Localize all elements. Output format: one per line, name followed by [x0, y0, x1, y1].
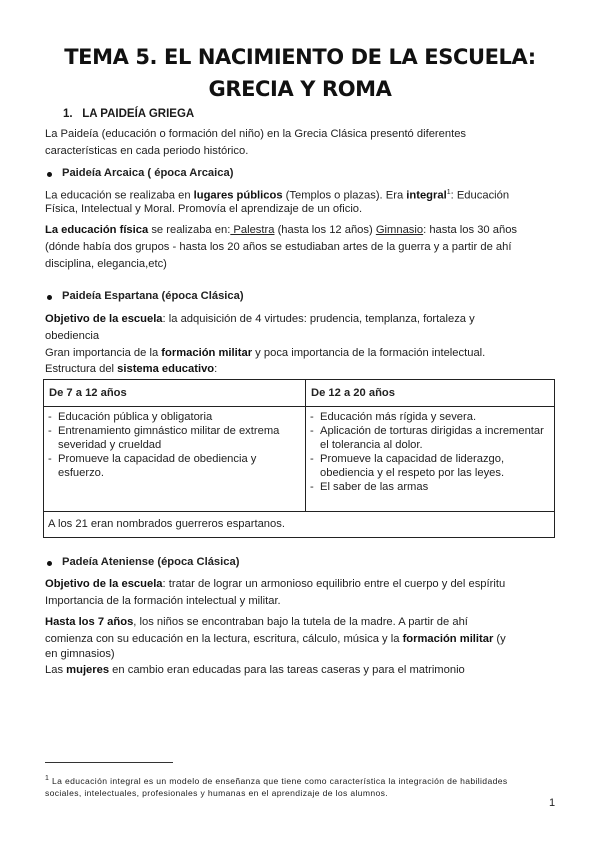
section-title: LA PAIDEÍA GRIEGA [82, 108, 195, 120]
section-heading [63, 108, 194, 120]
arcaica-line-2: Física, Intelectual y Moral. Promovía el aprendizaje de un oficio. [45, 203, 363, 215]
title-line-2: GRECIA Y ROMA [208, 77, 392, 101]
list-item: - Aplicación de torturas dirigidas a incrementar el tolerancia al dolor. [310, 424, 550, 452]
espartana-heading: Paideía Espartana (época Clásica) [62, 290, 244, 302]
list-item: - Promueve la capacidad de liderazgo, obediencia y el respeto por las leyes. [310, 452, 550, 480]
title-line-1: TEMA 5. EL NACIMIENTO DE LA ESCUELA: [64, 45, 536, 69]
ateniense-line-2: Importancia de la formación intelectual y militar. [45, 595, 281, 607]
list-12-20 [306, 407, 554, 498]
list-item: - Entrenamiento gimnástico militar de extrema severidad y crueldad [48, 424, 301, 452]
arcaica-line-3: La educación física se realizaba en: Palestra (hasta los 12 años) Gimnasio: hasta los 30 años [45, 224, 518, 236]
ateniense-line-1: Objetivo de la escuela: tratar de lograr un armonioso equilibrio entre el cuerpo y del espíritu [45, 578, 506, 590]
espartana-line-1: Objetivo de la escuela: la adquisición de 4 virtudes: prudencia, templanza, fortaleza y [45, 313, 475, 325]
footnote [45, 773, 565, 799]
espartana-line-3: Gran importancia de la formación militar y poca importancia de la formación intelectual. [45, 347, 486, 359]
ateniense-line-3: Hasta los 7 años, los niños se encontraban bajo la tutela de la madre. A partir de ahí [45, 616, 468, 628]
arcaica-heading: Paideía Arcaica ( época Arcaica) [62, 167, 233, 179]
table-row [44, 407, 555, 512]
arcaica-line-1: La educación se realizaba en lugares públicos (Templos o plazas). Era integral$^1$: Educación [45, 189, 510, 202]
list-item: - Educación más rígida y severa. [310, 410, 550, 424]
table-cell-7-12 [44, 407, 306, 512]
footnote-line-2: sociales, intelectuales, profesionales y humanas en el aprendizaje de los alumnos. [45, 787, 389, 798]
list-item: - Promueve la capacidad de obediencia y esfuerzo. [48, 452, 301, 480]
table-cell-12-20 [306, 407, 555, 512]
bullet-icon [47, 561, 52, 566]
intro-line-1: La Paideía (educación o formación del niño) en la Grecia Clásica presentó diferentes [45, 128, 467, 140]
footnote-ref[interactable]: 1 [446, 189, 451, 196]
intro-line-2: características en cada periodo histórico. [45, 145, 249, 157]
table-header-12-20: De 12 a 20 años [306, 380, 555, 407]
list-item: - El saber de las armas [310, 480, 550, 494]
table-footer-row [44, 512, 555, 538]
section-number: 1. [63, 108, 73, 120]
footnote-divider [45, 762, 173, 763]
bullet-icon [47, 295, 52, 300]
espartana-line-4: Estructura del sistema educativo: [45, 363, 218, 375]
table-header-row [44, 380, 555, 407]
table-header-7-12: De 7 a 12 años [44, 380, 306, 407]
arcaica-line-4: (dónde había dos grupos - hasta los 20 años se estudiaban artes de la guerra y a partir de ahí [45, 241, 512, 253]
page-title [40, 41, 560, 105]
ateniense-line-4: comienza con su educación en la lectura, escritura, cálculo, música y la formación militar (y [45, 633, 506, 645]
espartana-line-2: obediencia [45, 330, 100, 342]
list-item: - Educación pública y obligatoria [48, 410, 301, 424]
ateniense-line-5: en gimnasios) [45, 648, 115, 660]
arcaica-line-5: disciplina, elegancia,etc) [45, 258, 167, 270]
page-number: 1 [549, 797, 556, 809]
table-footer: A los 21 eran nombrados guerreros espartanos. [44, 512, 555, 538]
education-structure-table [43, 379, 555, 538]
ateniense-line-6: Las mujeres en cambio eran educadas para las tareas caseras y para el matrimonio [45, 664, 465, 676]
footnote-line-1: $^1$ La educación integral es un modelo de enseñanza que tiene como característica la integración de habilidades [45, 775, 508, 786]
ateniense-heading: Padeía Ateniense (época Clásica) [62, 556, 239, 568]
list-7-12 [44, 407, 305, 484]
bullet-icon [47, 172, 52, 177]
